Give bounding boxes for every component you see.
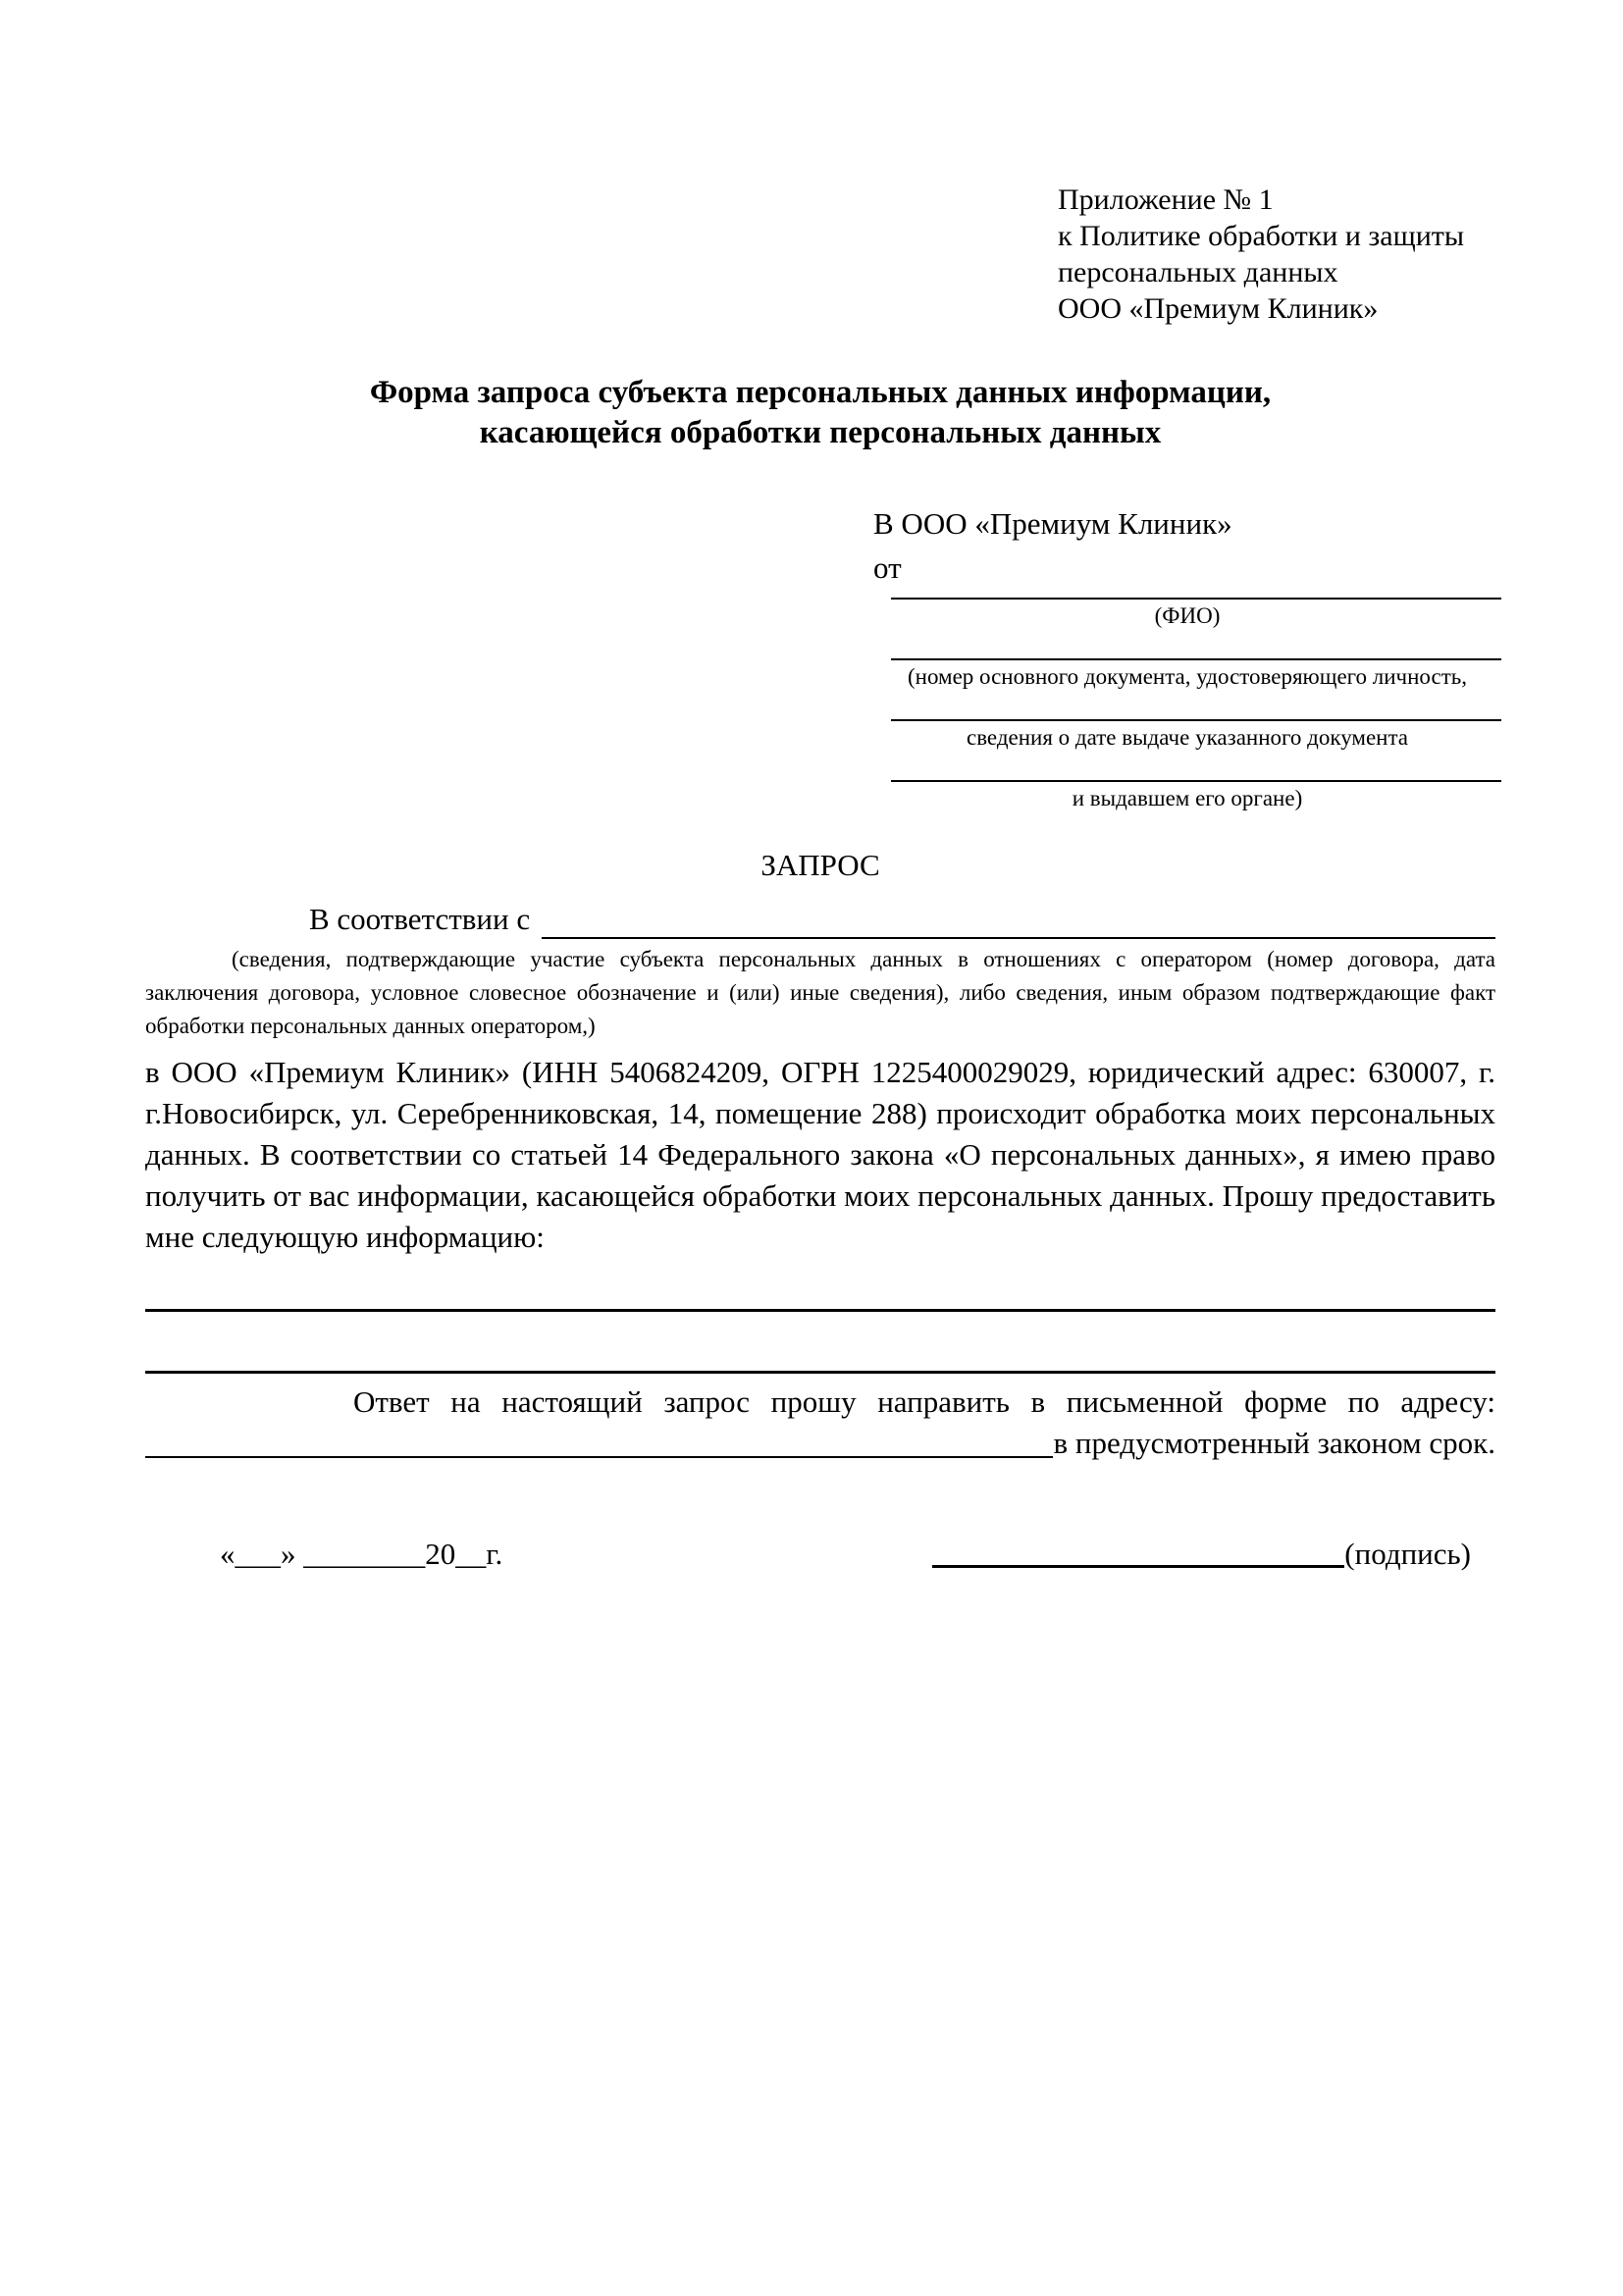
basis-input-line[interactable] [542,937,1495,939]
appendix-line: Приложение № 1 [1058,183,1274,216]
issue-date-caption: сведения о дате выдаче указанного документа [966,725,1409,750]
signature-caption: (подпись) [1344,1537,1471,1571]
document-number-caption: (номер основного документа, удостоверяющего личность, [907,664,1467,689]
page-title [145,373,1495,453]
page-title-line-1: Форма запроса субъекта персональных данных информации, [369,375,1272,410]
body-paragraph: в ООО «Премиум Клиник» (ИНН 5406824209, ОГРН 1225400029029, юридический адрес: 630007, г. г.Новосибирск, ул. Серебренниковская, 14, помещение 288) происходит обработка моих персональных данных. В соответствии со статьей 14 Федерального закона «О персональных данных», я имею право получить от вас информации, касающейся обработки моих персональных данных. Прошу предоставить мне следующую информацию: [145,1055,1495,1254]
appendix-block [1058,182,1495,327]
requested-info-line-2[interactable] [145,1371,1495,1374]
issuing-authority-caption: и выдавшем его органе) [1072,786,1303,810]
addressee-block [873,504,1501,813]
basis-footnote: (сведения, подтверждающие участие субъекта персональных данных в отношениях с оператором (номер договора, дата заключения договора, условное словесное обозначение и (или) иные сведения), либо сведения, иным образом подтверждающие факт обработки персональных данных оператором,) [145,947,1495,1038]
footer-row [145,1535,1495,1574]
issuing-authority-input-line[interactable] [891,780,1501,782]
reply-address-input-line[interactable] [145,1456,1053,1458]
fio-field [873,598,1501,631]
appendix-line: ООО «Премиум Клиник» [1058,292,1379,325]
reply-clause: Ответ на настоящий запрос прошу направить в письменной форме по адресу: [353,1384,1495,1419]
appendix-line: к Политике обработки и защиты [1058,220,1465,252]
signature-group [932,1535,1471,1574]
addressee-to: В ООО «Премиум Клиник» [873,506,1232,541]
issue-date-field [873,719,1501,753]
page-title-line-2: касающейся обработки персональных данных [479,415,1162,450]
issue-date-input-line[interactable] [891,719,1501,721]
request-heading: ЗАПРОС [760,848,880,882]
fio-input-line[interactable] [891,598,1501,600]
document-number-input-line[interactable] [891,658,1501,660]
requested-info-line-1[interactable] [145,1309,1495,1312]
basis-label: В соответствии с [309,902,531,936]
issuing-authority-field [873,780,1501,813]
date-field[interactable]: «___» ________20__г. [220,1537,503,1571]
signature-input-line[interactable] [932,1565,1344,1568]
document-number-field [873,658,1501,692]
reply-address-row [145,1423,1495,1464]
appendix-line: персональных данных [1058,256,1338,288]
reply-clause-suffix: в предусмотренный законом срок. [1053,1426,1495,1460]
addressee-from-label: от [873,550,902,585]
basis-row [145,900,1495,939]
fio-caption: (ФИО) [1154,603,1221,628]
